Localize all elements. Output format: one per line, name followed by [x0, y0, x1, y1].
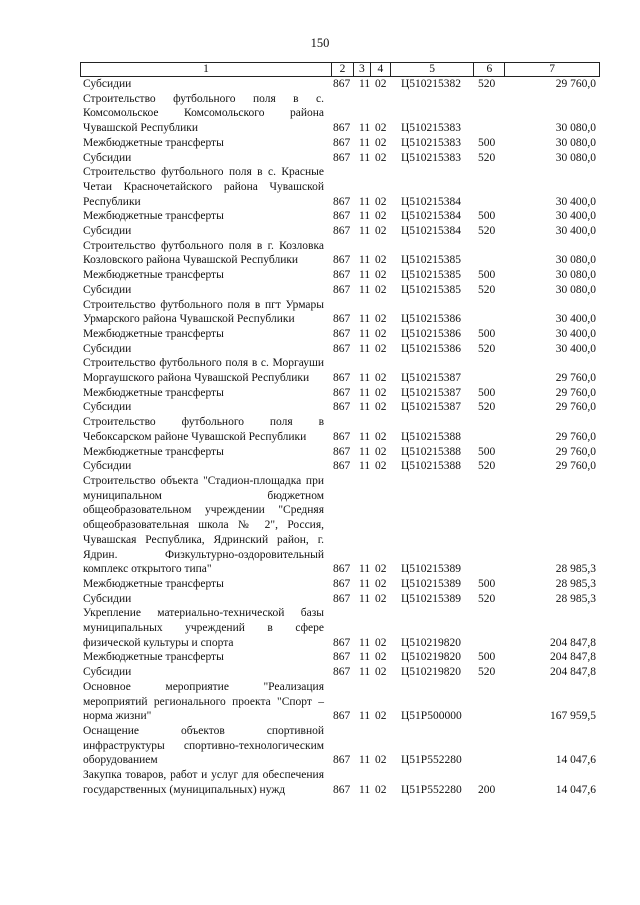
row-section: 11 [359, 592, 371, 605]
column-number-header [80, 62, 600, 77]
row-admin-code: 867 [333, 460, 351, 473]
row-admin-code: 867 [333, 136, 351, 149]
table-row [80, 209, 600, 224]
row-section: 11 [359, 445, 371, 458]
row-name: Строительство футбольного поля в г. Козловка Козловского района Чувашской Республики [83, 239, 324, 267]
row-subsection: 02 [375, 386, 387, 399]
row-target-article: Ц510215386 [401, 313, 462, 326]
row-section: 11 [359, 754, 371, 767]
table-row [80, 415, 600, 444]
row-amount: 30 400,0 [555, 210, 596, 223]
page-number: 150 [310, 36, 330, 50]
row-expense-type: 520 [478, 592, 496, 605]
row-admin-code: 867 [333, 225, 351, 238]
row-subsection: 02 [375, 430, 387, 443]
table-row [80, 151, 600, 166]
row-target-article: Ц510215382 [401, 78, 462, 90]
table-row [80, 606, 600, 650]
row-subsection: 02 [375, 636, 387, 649]
row-name: Межбюджетные трансферты [83, 577, 224, 590]
row-section: 11 [359, 283, 371, 296]
table-row [80, 665, 600, 680]
row-target-article: Ц510219820 [401, 666, 462, 679]
row-target-article: Ц510215388 [401, 445, 462, 458]
table-row [80, 474, 600, 577]
row-expense-type: 500 [478, 651, 496, 664]
row-admin-code: 867 [333, 401, 351, 414]
row-expense-type: 200 [478, 783, 496, 796]
row-name: Строительство футбольного поля в пгт Урмары Урмарского района Чувашской Республики [83, 298, 324, 326]
row-amount: 28 985,3 [555, 563, 596, 576]
table-row [80, 724, 600, 768]
row-amount: 30 080,0 [555, 136, 596, 149]
row-name: Субсидии [83, 460, 132, 473]
row-amount: 29 760,0 [555, 386, 596, 399]
row-section: 11 [359, 710, 371, 723]
row-admin-code: 867 [333, 313, 351, 326]
row-amount: 30 400,0 [555, 225, 596, 238]
row-section: 11 [359, 460, 371, 473]
row-subsection: 02 [375, 225, 387, 238]
row-target-article: Ц51Р500000 [401, 710, 462, 723]
table-row [80, 283, 600, 298]
row-section: 11 [359, 783, 371, 796]
table-row [80, 400, 600, 415]
row-amount: 30 400,0 [555, 195, 596, 208]
row-target-article: Ц510215384 [401, 210, 462, 223]
row-name: Субсидии [83, 225, 132, 238]
table-row [80, 298, 600, 327]
row-admin-code: 867 [333, 195, 351, 208]
row-target-article: Ц510215383 [401, 151, 462, 164]
row-expense-type: 520 [478, 401, 496, 414]
table-row [80, 680, 600, 724]
row-expense-type: 520 [478, 151, 496, 164]
row-amount: 30 080,0 [555, 151, 596, 164]
row-name: Строительство футбольного поля в с. Красные Четаи Красночетайского района Чувашской Республики [83, 166, 324, 208]
row-subsection: 02 [375, 269, 387, 282]
row-subsection: 02 [375, 401, 387, 414]
row-amount: 28 985,3 [555, 577, 596, 590]
row-target-article: Ц510219820 [401, 651, 462, 664]
row-amount: 204 847,8 [550, 666, 596, 679]
row-target-article: Ц510219820 [401, 636, 462, 649]
row-section: 11 [359, 401, 371, 414]
table-row [80, 224, 600, 239]
row-target-article: Ц510215385 [401, 269, 462, 282]
table-body [80, 77, 600, 797]
row-amount: 28 985,3 [555, 592, 596, 605]
row-expense-type: 500 [478, 269, 496, 282]
row-admin-code: 867 [333, 666, 351, 679]
column-number: 3 [354, 63, 371, 76]
row-subsection: 02 [375, 783, 387, 796]
row-name: Межбюджетные трансферты [83, 136, 224, 149]
row-target-article: Ц510215383 [401, 122, 462, 135]
row-amount: 167 959,5 [550, 710, 596, 723]
row-subsection: 02 [375, 592, 387, 605]
row-amount: 14 047,6 [555, 783, 596, 796]
table-row [80, 445, 600, 460]
table-row [80, 77, 600, 92]
column-number: 1 [81, 63, 332, 76]
row-name: Субсидии [83, 151, 132, 164]
row-subsection: 02 [375, 445, 387, 458]
row-amount: 30 400,0 [555, 313, 596, 326]
row-amount: 30 080,0 [555, 269, 596, 282]
row-name: Межбюджетные трансферты [83, 445, 224, 458]
row-name: Строительство футбольного поля в Чебоксарском районе Чувашской Республики [83, 416, 324, 443]
row-admin-code: 867 [333, 210, 351, 223]
row-section: 11 [359, 225, 371, 238]
row-section: 11 [359, 195, 371, 208]
row-expense-type: 520 [478, 78, 496, 90]
row-target-article: Ц510215389 [401, 563, 462, 576]
row-subsection: 02 [375, 710, 387, 723]
row-admin-code: 867 [333, 651, 351, 664]
row-expense-type: 520 [478, 342, 496, 355]
row-name: Строительство объекта "Стадион-площадка при муниципальном бюджетном общеобразовательном учреждении "Средняя общеобразовательная школа № 2", Россия, Чувашская Республика, Ядринский район, г. Ядрин. Физкультурно-оздоровительный комплекс открытого типа" [83, 474, 324, 576]
row-subsection: 02 [375, 563, 387, 576]
row-target-article: Ц510215386 [401, 342, 462, 355]
row-name: Основное мероприятие "Реализация мероприятий регионального проекта "Спорт – норма жизни" [83, 680, 324, 723]
row-target-article: Ц510215389 [401, 577, 462, 590]
row-admin-code: 867 [333, 386, 351, 399]
row-name: Укрепление материально-технической базы муниципальных учреждений в сфере физической культуры и спорта [83, 607, 324, 649]
column-number: 6 [474, 63, 505, 76]
row-name: Межбюджетные трансферты [83, 210, 224, 223]
row-amount: 14 047,6 [555, 754, 596, 767]
row-admin-code: 867 [333, 592, 351, 605]
row-amount: 30 080,0 [555, 122, 596, 135]
column-number: 7 [549, 63, 556, 75]
row-name: Субсидии [83, 401, 132, 414]
table-row [80, 136, 600, 151]
row-target-article: Ц510215388 [401, 430, 462, 443]
row-expense-type: 520 [478, 460, 496, 473]
row-target-article: Ц510215383 [401, 136, 462, 149]
row-expense-type: 500 [478, 136, 496, 149]
row-target-article: Ц510215385 [401, 283, 462, 296]
row-section: 11 [359, 327, 371, 340]
row-admin-code: 867 [333, 563, 351, 576]
row-target-article: Ц510215384 [401, 225, 462, 238]
row-target-article: Ц510215386 [401, 327, 462, 340]
row-amount: 30 080,0 [555, 283, 596, 296]
row-subsection: 02 [375, 651, 387, 664]
row-section: 11 [359, 430, 371, 443]
row-amount: 204 847,8 [550, 636, 596, 649]
table-row [80, 239, 600, 268]
row-admin-code: 867 [333, 254, 351, 267]
row-subsection: 02 [375, 151, 387, 164]
row-admin-code: 867 [333, 430, 351, 443]
row-target-article: Ц510215389 [401, 592, 462, 605]
row-expense-type: 500 [478, 327, 496, 340]
table-row [80, 650, 600, 665]
row-expense-type: 500 [478, 386, 496, 399]
row-subsection: 02 [375, 313, 387, 326]
row-admin-code: 867 [333, 710, 351, 723]
row-subsection: 02 [375, 254, 387, 267]
row-target-article: Ц51Р552280 [401, 754, 462, 767]
row-expense-type: 500 [478, 577, 496, 590]
table-row [80, 327, 600, 342]
row-name: Закупка товаров, работ и услуг для обеспечения государственных (муниципальных) нужд [83, 769, 324, 796]
row-amount: 29 760,0 [555, 401, 596, 414]
row-subsection: 02 [375, 210, 387, 223]
row-name: Межбюджетные трансферты [83, 327, 224, 340]
row-target-article: Ц510215388 [401, 460, 462, 473]
row-amount: 29 760,0 [555, 372, 596, 385]
row-subsection: 02 [375, 327, 387, 340]
row-admin-code: 867 [333, 78, 351, 90]
row-amount: 29 760,0 [555, 460, 596, 473]
row-expense-type: 500 [478, 210, 496, 223]
row-target-article: Ц510215387 [401, 372, 462, 385]
table-row [80, 592, 600, 607]
row-section: 11 [359, 151, 371, 164]
row-subsection: 02 [375, 136, 387, 149]
row-admin-code: 867 [333, 151, 351, 164]
row-name: Субсидии [83, 283, 132, 296]
row-subsection: 02 [375, 122, 387, 135]
row-subsection: 02 [375, 577, 387, 590]
row-admin-code: 867 [333, 577, 351, 590]
row-section: 11 [359, 386, 371, 399]
row-section: 11 [359, 269, 371, 282]
row-name: Межбюджетные трансферты [83, 269, 224, 282]
column-number: 2 [332, 63, 354, 76]
row-subsection: 02 [375, 372, 387, 385]
table-row [80, 92, 600, 136]
row-admin-code: 867 [333, 754, 351, 767]
row-subsection: 02 [375, 460, 387, 473]
table-row [80, 165, 600, 209]
row-name: Строительство футбольного поля в с. Моргауши Моргаушского района Чувашской Республики [83, 357, 324, 385]
table-row [80, 268, 600, 283]
row-expense-type: 520 [478, 666, 496, 679]
row-section: 11 [359, 78, 371, 90]
row-admin-code: 867 [333, 122, 351, 135]
row-target-article: Ц510215384 [401, 195, 462, 208]
row-subsection: 02 [375, 195, 387, 208]
row-name: Межбюджетные трансферты [83, 651, 224, 664]
row-section: 11 [359, 563, 371, 576]
row-name: Субсидии [83, 666, 132, 679]
row-subsection: 02 [375, 666, 387, 679]
row-name: Субсидии [83, 342, 132, 355]
table-row [80, 356, 600, 385]
row-section: 11 [359, 342, 371, 355]
row-amount: 29 760,0 [555, 445, 596, 458]
row-expense-type: 520 [478, 283, 496, 296]
row-amount: 29 760,0 [555, 430, 596, 443]
row-expense-type: 500 [478, 445, 496, 458]
row-subsection: 02 [375, 78, 387, 90]
row-target-article: Ц51Р552280 [401, 783, 462, 796]
table-row [80, 768, 600, 797]
table-row [80, 342, 600, 357]
row-section: 11 [359, 122, 371, 135]
table-row [80, 577, 600, 592]
row-amount: 29 760,0 [555, 78, 596, 90]
row-name: Межбюджетные трансферты [83, 386, 224, 399]
table-row [80, 386, 600, 401]
row-name: Строительство футбольного поля в с. Комсомольское Комсомольского района Чувашской Республики [83, 92, 324, 135]
row-subsection: 02 [375, 754, 387, 767]
row-amount: 30 080,0 [555, 254, 596, 267]
row-section: 11 [359, 136, 371, 149]
budget-table [80, 62, 600, 797]
row-admin-code: 867 [333, 269, 351, 282]
row-admin-code: 867 [333, 342, 351, 355]
row-subsection: 02 [375, 283, 387, 296]
row-section: 11 [359, 210, 371, 223]
column-number: 5 [391, 63, 475, 76]
row-admin-code: 867 [333, 327, 351, 340]
row-admin-code: 867 [333, 636, 351, 649]
row-subsection: 02 [375, 342, 387, 355]
row-target-article: Ц510215385 [401, 254, 462, 267]
row-section: 11 [359, 577, 371, 590]
row-amount: 30 400,0 [555, 342, 596, 355]
row-admin-code: 867 [333, 445, 351, 458]
row-expense-type: 520 [478, 225, 496, 238]
row-amount: 30 400,0 [555, 327, 596, 340]
row-section: 11 [359, 254, 371, 267]
column-number: 4 [371, 63, 391, 76]
row-admin-code: 867 [333, 372, 351, 385]
row-admin-code: 867 [333, 283, 351, 296]
row-target-article: Ц510215387 [401, 401, 462, 414]
row-name: Субсидии [83, 592, 132, 605]
row-name: Оснащение объектов спортивной инфраструктуры спортивно-технологическим оборудованием [83, 724, 324, 767]
row-name: Субсидии [83, 78, 132, 90]
table-row [80, 459, 600, 474]
row-section: 11 [359, 666, 371, 679]
row-admin-code: 867 [333, 783, 351, 796]
row-target-article: Ц510215387 [401, 386, 462, 399]
row-amount: 204 847,8 [550, 651, 596, 664]
row-section: 11 [359, 651, 371, 664]
row-section: 11 [359, 636, 371, 649]
row-section: 11 [359, 372, 371, 385]
row-section: 11 [359, 313, 371, 326]
